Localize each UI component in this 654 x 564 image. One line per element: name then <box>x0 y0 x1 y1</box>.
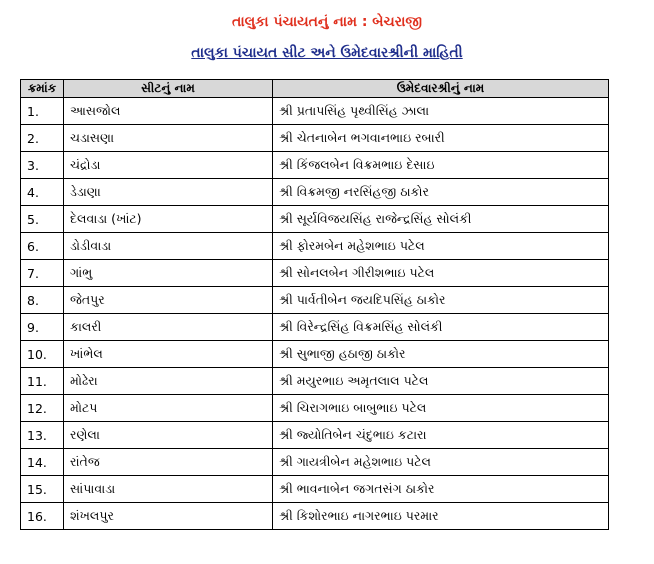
seat-cell: ગાંભુ <box>64 260 273 287</box>
candidate-cell: શ્રી કિશોરભાઇ નાગરભાઇ પરમાર <box>273 503 609 530</box>
table-row <box>21 422 609 449</box>
candidate-cell: શ્રી સૂર્યવિજયસિંહ રાજેન્દ્રસિંહ સોલંકી <box>273 206 609 233</box>
serial-cell: 6. <box>21 233 64 260</box>
header-candidate-name: ઉમેદવારશ્રીનું નામ <box>273 80 609 98</box>
serial-cell: 13. <box>21 422 64 449</box>
seat-cell: ડોડીવાડા <box>64 233 273 260</box>
seat-cell: દેલવાડા (ખાંટ) <box>64 206 273 233</box>
seat-cell: રાંતેજ <box>64 449 273 476</box>
table-row <box>21 125 609 152</box>
seat-cell: સાંપાવાડા <box>64 476 273 503</box>
candidate-cell: શ્રી ગાયત્રીબેન મહેશભાઇ પટેલ <box>273 449 609 476</box>
serial-cell: 7. <box>21 260 64 287</box>
serial-cell: 11. <box>21 368 64 395</box>
candidates-table <box>20 79 609 530</box>
candidate-cell: શ્રી જ્યોતિબેન ચંદુભાઇ કટારા <box>273 422 609 449</box>
candidate-cell: શ્રી પાર્વતીબેન જયદિપસિંહ ઠાકોર <box>273 287 609 314</box>
table-row <box>21 152 609 179</box>
seat-cell: મોઢેરા <box>64 368 273 395</box>
seat-cell: આસજોલ <box>64 98 273 125</box>
seat-cell: ચડાસણા <box>64 125 273 152</box>
seat-cell: મોટપ <box>64 395 273 422</box>
serial-cell: 9. <box>21 314 64 341</box>
candidate-cell: શ્રી ચિરાગભાઇ બાબુભાઇ પટેલ <box>273 395 609 422</box>
serial-cell: 16. <box>21 503 64 530</box>
seat-cell: જેતપુર <box>64 287 273 314</box>
table-row <box>21 260 609 287</box>
table-header-row <box>21 80 609 98</box>
table-row <box>21 206 609 233</box>
seat-cell: રણેલા <box>64 422 273 449</box>
serial-cell: 5. <box>21 206 64 233</box>
seat-cell: ડેડાણા <box>64 179 273 206</box>
candidate-cell: શ્રી વિરેન્દ્રસિંહ વિક્રમસિંહ સોલંકી <box>273 314 609 341</box>
serial-cell: 8. <box>21 287 64 314</box>
serial-cell: 1. <box>21 98 64 125</box>
candidate-cell: શ્રી મયુરભાઇ અમૃતલાલ પટેલ <box>273 368 609 395</box>
serial-cell: 14. <box>21 449 64 476</box>
table-row <box>21 368 609 395</box>
table-row <box>21 503 609 530</box>
candidate-cell: શ્રી ચેતનાબેન ભગવાનભાઇ રબારી <box>273 125 609 152</box>
page-title: તાલુકા પંચાયતનું નામ : બેચરાજી <box>231 14 423 30</box>
candidate-cell: શ્રી સોનલબેન ગીરીશભાઇ પટેલ <box>273 260 609 287</box>
table-row <box>21 395 609 422</box>
table-row <box>21 233 609 260</box>
serial-cell: 2. <box>21 125 64 152</box>
table-row <box>21 98 609 125</box>
serial-cell: 15. <box>21 476 64 503</box>
table-row <box>21 449 609 476</box>
candidate-cell: શ્રી સુભાજી હઠાજી ઠાકોર <box>273 341 609 368</box>
table-row <box>21 287 609 314</box>
seat-cell: શંખલપુર <box>64 503 273 530</box>
table-row <box>21 179 609 206</box>
candidate-cell: શ્રી ભાવનાબેન જગતસંગ ઠાકોર <box>273 476 609 503</box>
page-subtitle: તાલુકા પંચાયત સીટ અને ઉમેદવારશ્રીની માહિતી <box>191 45 463 61</box>
table-row <box>21 314 609 341</box>
candidate-cell: શ્રી પ્રતાપસિંહ પૃથ્વીસિંહ ઝાલા <box>273 98 609 125</box>
header-seat-name: સીટનું નામ <box>64 80 273 98</box>
header-serial: ક્રમાંક <box>21 80 64 98</box>
serial-cell: 4. <box>21 179 64 206</box>
table-row <box>21 476 609 503</box>
seat-cell: કાલરી <box>64 314 273 341</box>
serial-cell: 3. <box>21 152 64 179</box>
candidate-cell: શ્રી કિંજલબેન વિક્રમભાઇ દેસાઇ <box>273 152 609 179</box>
seat-cell: ચંદ્રોડા <box>64 152 273 179</box>
seat-cell: ખાંભેલ <box>64 341 273 368</box>
candidate-cell: શ્રી વિક્રમજી નરસિંહજી ઠાકોર <box>273 179 609 206</box>
serial-cell: 10. <box>21 341 64 368</box>
serial-cell: 12. <box>21 395 64 422</box>
candidate-cell: શ્રી ફોરમબેન મહેશભાઇ પટેલ <box>273 233 609 260</box>
table-row <box>21 341 609 368</box>
